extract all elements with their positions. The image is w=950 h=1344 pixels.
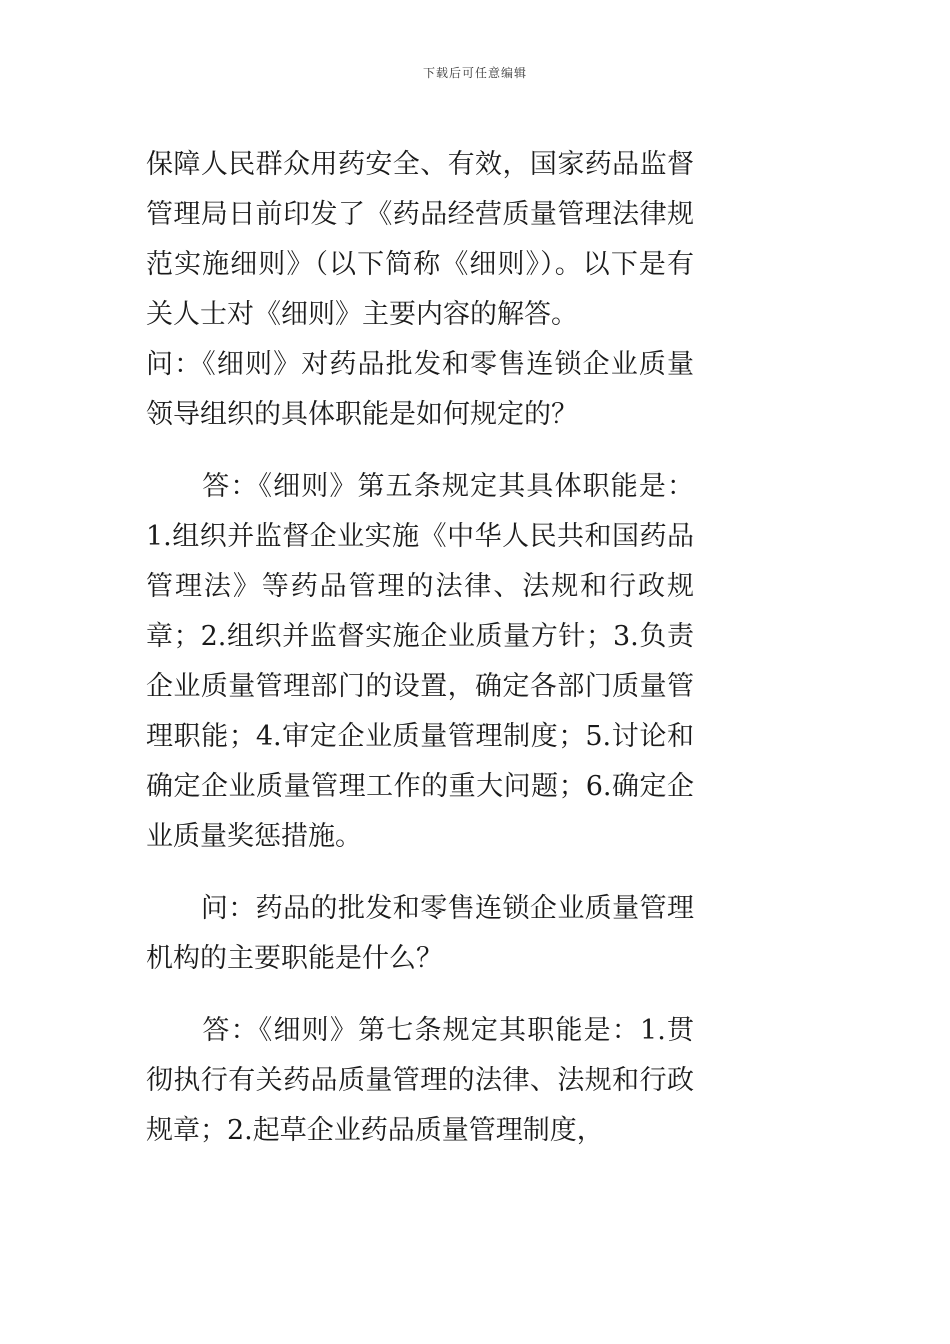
page-header-note: 下载后可任意编辑 (422, 66, 527, 80)
document-body (146, 140, 694, 1156)
question-paragraph-2: 问：药品的批发和零售连锁企业质量管理机构的主要职能是什么？ (146, 893, 694, 974)
question-paragraph-1: 问：《细则》对药品批发和零售连锁企业质量领导组织的具体职能是如何规定的？ (146, 349, 694, 430)
answer-paragraph-1: 答：《细则》第五条规定其具体职能是：1.组织并监督企业实施《中华人民共和国药品管理法》等药品管理的法律、法规和行政规章；2.组织并监督实施企业质量方针；3.负责企业质量管理部门的设置，确定各部门质量管理职能；4.审定企业质量管理制度；5.讨论和确定企业质量管理工作的重大问题；6.确定企业质量奖惩措施。 (146, 471, 694, 852)
intro-paragraph: 保障人民群众用药安全、有效，国家药品监督管理局日前印发了《药品经营质量管理法律规范实施细则》（以下简称《细则》）。以下是有关人士对《细则》主要内容的解答。 (146, 149, 694, 330)
answer-paragraph-2: 答：《细则》第七条规定其职能是：1.贯彻执行有关药品质量管理的法律、法规和行政规章；2.起草企业药品质量管理制度， (146, 1015, 694, 1146)
